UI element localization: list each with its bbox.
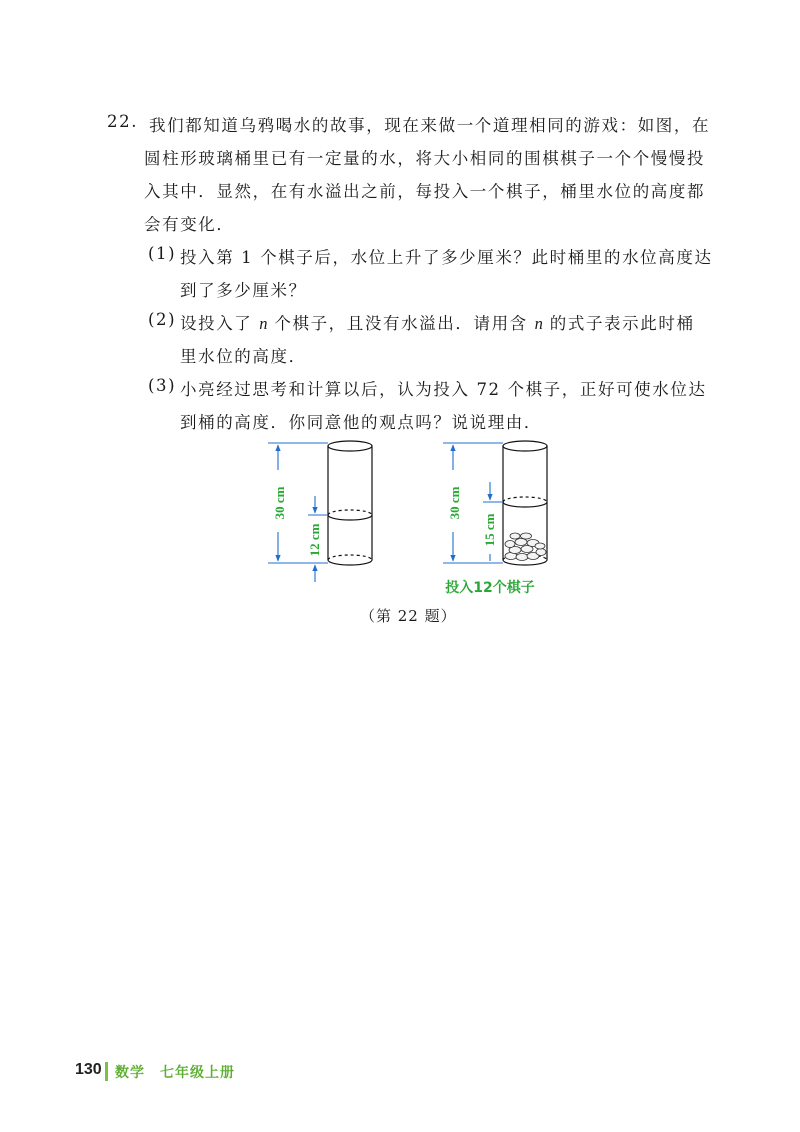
q2-text-a: 设投入了 [180, 314, 253, 333]
q1-line-1: 投入第 1 个棋子后，水位上升了多少厘米？此时桶里的水位高度达 [180, 248, 713, 267]
q2-line-2: 里水位的高度． [180, 347, 307, 366]
q2-label: (2) [148, 310, 177, 329]
q3-line-1: 小亮经过思考和计算以后，认为投入 72 个棋子，正好可使水位达 [180, 380, 707, 399]
intro-line-4: 会有变化． [144, 215, 235, 234]
q1-line-2: 到了多少厘米？ [180, 281, 307, 300]
footer-divider [105, 1062, 108, 1081]
page-number: 130 [75, 1061, 102, 1078]
intro-line-1: 我们都知道乌鸦喝水的故事，现在来做一个道理相同的游戏：如图，在 [149, 116, 711, 135]
q3-line-2: 到桶的高度．你同意他的观点吗？说说理由． [180, 413, 542, 432]
q2-text-c: 的式子表示此时桶 [549, 314, 695, 333]
right-water-label: 15 cm [482, 513, 497, 547]
left-water-label: 12 cm [307, 523, 322, 557]
q2-var-n-2: n [534, 314, 543, 333]
q2-var-n-1: n [259, 314, 268, 333]
q1-label: (1) [148, 244, 177, 263]
q3-label: (3) [148, 376, 177, 395]
problem-number: 22. [107, 112, 139, 131]
left-height-label: 30 cm [272, 486, 287, 520]
q2-text-b: 个棋子，且没有水溢出．请用含 [274, 314, 528, 333]
right-height-label: 30 cm [447, 486, 462, 520]
figure [0, 432, 800, 632]
q2-line-1 [180, 310, 695, 334]
left-cylinder [328, 441, 372, 565]
right-caption: 投入12个棋子 [445, 580, 535, 596]
intro-line-3: 入其中．显然，在有水溢出之前，每投入一个棋子，桶里水位的高度都 [144, 182, 706, 201]
intro-line-2: 圆柱形玻璃桶里已有一定量的水，将大小相同的围棋棋子一个个慢慢投 [144, 149, 706, 168]
book-title: 数学 七年级上册 [115, 1064, 235, 1080]
figure-caption: （第 22 题） [360, 607, 457, 625]
